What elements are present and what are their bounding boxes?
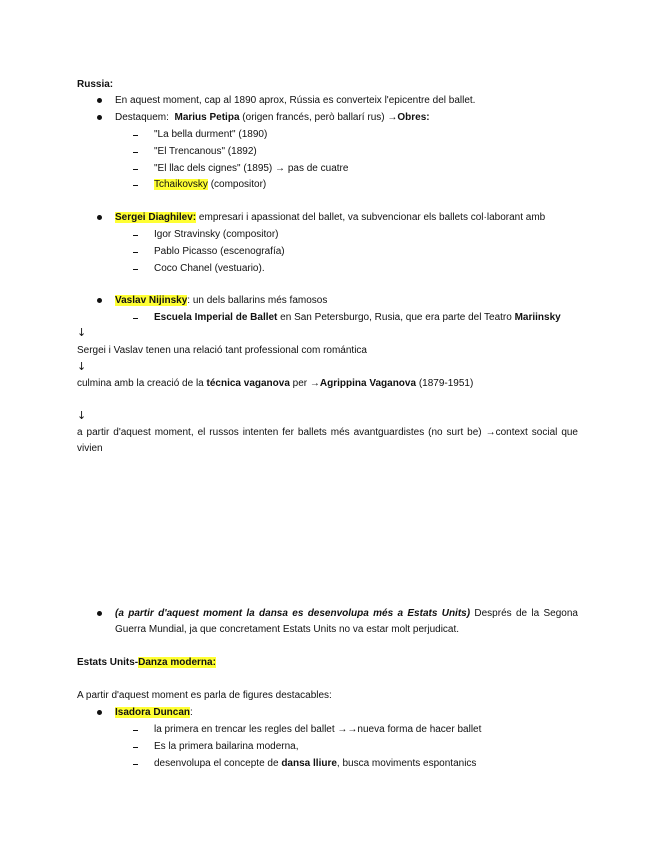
dash-icon	[133, 185, 138, 186]
dash-icon	[133, 169, 138, 170]
russia-heading: Russia:	[77, 79, 114, 90]
highlight: Tchaikovsky	[154, 179, 208, 190]
highlight: Sergei Diaghilev:	[115, 212, 197, 223]
dash-icon	[133, 252, 138, 253]
paragraph: A partir d'aquest moment es parla de figures destacables:	[77, 690, 332, 701]
dash-icon	[133, 152, 138, 153]
dash-icon	[133, 269, 138, 270]
list-item: desenvolupa el concepte de dansa lliure, busca moviments espontanics	[154, 758, 477, 769]
dash-icon	[133, 318, 138, 319]
list-item: (a partir d'aquest moment la dansa es desenvolupa més a Estats Units) Després de la Segona Guerra Mundial, ja que concretament Estats Units no va estar molt perjudicat.	[115, 608, 578, 635]
highlight: Danza moderna:	[138, 657, 216, 668]
bullet-icon	[97, 115, 102, 120]
list-item: Vaslav Nijinsky: un dels ballarins més famosos	[115, 295, 328, 306]
list-item: Escuela Imperial de Ballet en San Petersburgo, Rusia, que era parte del Teatro Mariinsky	[154, 312, 561, 323]
bullet-icon	[97, 611, 102, 616]
dash-icon	[133, 764, 138, 765]
dash-icon	[133, 747, 138, 748]
list-item: Tchaikovsky (compositor)	[154, 179, 267, 190]
list-item: "El llac dels cignes" (1895) → pas de cuatre	[154, 163, 349, 174]
bullet-icon	[97, 710, 102, 715]
down-arrow-icon: ↓	[77, 360, 87, 373]
highlight: Isadora Duncan	[115, 707, 191, 718]
highlight: Vaslav Nijinsky	[115, 295, 188, 306]
list-item: Destaquem: Marius Petipa (origen francés, però ballarí rus) →Obres:	[115, 112, 430, 123]
list-item: Pablo Picasso (escenografía)	[154, 246, 285, 257]
list-item: Sergei Diaghilev: empresari i apassionat del ballet, va subvencionar els ballets col·laborant amb	[115, 212, 546, 223]
dash-icon	[133, 730, 138, 731]
bullet-icon	[97, 215, 102, 220]
paragraph: Sergei i Vaslav tenen una relació tant professional com romántica	[77, 345, 367, 356]
section-heading: Estats Units-Danza moderna:	[77, 657, 216, 668]
paragraph: culmina amb la creació de la técnica vaganova per →Agrippina Vaganova (1879-1951)	[77, 378, 474, 389]
dash-icon	[133, 135, 138, 136]
bullet-icon	[97, 298, 102, 303]
list-item: Es la primera bailarina moderna,	[154, 741, 299, 752]
list-item: la primera en trencar les regles del ballet →→nueva forma de hacer ballet	[154, 724, 482, 735]
paragraph: a partir d'aquest moment, el russos intenten fer ballets més avantguardistes (no surt be) →context social que vivien	[77, 427, 578, 454]
list-item: Igor Stravinsky (compositor)	[154, 229, 279, 240]
list-item: "La bella durment" (1890)	[154, 129, 268, 140]
list-item: "El Trencanous" (1892)	[154, 146, 257, 157]
down-arrow-icon: ↓	[77, 326, 87, 339]
list-item: Coco Chanel (vestuario).	[154, 263, 265, 274]
dash-icon	[133, 235, 138, 236]
list-item: Isadora Duncan:	[115, 707, 193, 718]
list-item: En aquest moment, cap al 1890 aprox, Rússia es converteix l'epicentre del ballet.	[115, 95, 476, 106]
bullet-icon	[97, 98, 102, 103]
down-arrow-icon: ↓	[77, 409, 87, 422]
